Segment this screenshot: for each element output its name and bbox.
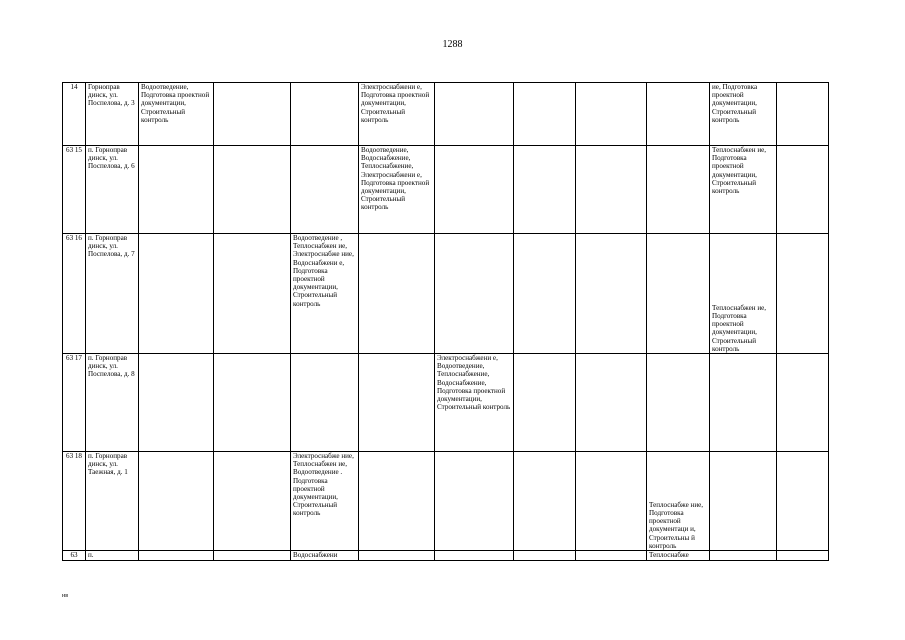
- row-number: 63 15: [63, 146, 86, 234]
- work-cell: [777, 551, 829, 561]
- work-cell: [435, 452, 514, 551]
- work-cell: Водоснабжени: [291, 551, 359, 561]
- work-cell: [435, 146, 514, 234]
- work-cell: [514, 83, 576, 146]
- work-cell: [647, 146, 710, 234]
- work-cell: [359, 234, 435, 354]
- work-cell: Теплоснабже ние, Подготовка проектной документаци и, Строительны й контроль: [647, 452, 710, 551]
- work-cell: [576, 354, 647, 452]
- table-row: [63, 234, 829, 354]
- row-number: 14: [63, 83, 86, 146]
- work-cell: ие, Подготовка проектной документации, Строительный контроль: [710, 83, 777, 146]
- work-cell: [139, 551, 214, 561]
- work-cell: [576, 83, 647, 146]
- work-cell: Электроснабжени е, Водоотведение, Теплоснабжение, Водоснабжение, Подготовка проектной документации, Строительный контроль: [435, 354, 514, 452]
- work-cell: [139, 146, 214, 234]
- work-cell: [214, 234, 291, 354]
- work-cell: [139, 452, 214, 551]
- address-cell: п. Горноправ динск, ул. Поспелова, д. 7: [86, 234, 139, 354]
- work-cell: Теплоснабжен ие, Подготовка проектной документации, Строительный контроль: [710, 146, 777, 234]
- work-cell: [214, 452, 291, 551]
- work-cell: Водоотведение, Водоснабжение, Теплоснабжение, Электроснабжени е, Подготовка проектной документации, Строительный контроль: [359, 146, 435, 234]
- work-cell: [514, 452, 576, 551]
- table-row: [63, 83, 829, 146]
- work-cell: Теплоснабжен ие, Подготовка проектной документации, Строительный контроль: [710, 234, 777, 354]
- work-cell: [514, 234, 576, 354]
- work-cell: [576, 234, 647, 354]
- row-number: 63 16: [63, 234, 86, 354]
- work-cell: Водоотведение , Теплоснабжен ие, Электроснабже ние, Водоснабжени е, Подготовка проектной документации, Строительный контроль: [291, 234, 359, 354]
- work-cell: [214, 354, 291, 452]
- footer-text: нв: [62, 593, 69, 599]
- works-table: [62, 82, 829, 561]
- table-row: [63, 354, 829, 452]
- work-cell: Теплоснабже: [647, 551, 710, 561]
- table-row: [63, 551, 829, 561]
- work-cell: [647, 354, 710, 452]
- work-cell: [359, 452, 435, 551]
- work-cell: [435, 83, 514, 146]
- address-cell: п. Горноправ динск, ул. Поспелова, д. 8: [86, 354, 139, 452]
- work-cell: [514, 354, 576, 452]
- work-cell: [576, 146, 647, 234]
- work-cell: [139, 354, 214, 452]
- work-cell: [647, 83, 710, 146]
- row-number: 63: [63, 551, 86, 561]
- work-cell: [576, 551, 647, 561]
- work-cell: [359, 354, 435, 452]
- work-cell: [777, 234, 829, 354]
- work-cell: Электроснабже ние, Теплоснабжен ие, Водоотведение . Подготовка проектной документации, Строительный контроль: [291, 452, 359, 551]
- row-number: 63 18: [63, 452, 86, 551]
- table-row: [63, 452, 829, 551]
- work-cell: [435, 234, 514, 354]
- work-cell: [514, 146, 576, 234]
- work-cell: [214, 146, 291, 234]
- work-cell: [214, 83, 291, 146]
- work-cell: [647, 234, 710, 354]
- work-cell: [710, 551, 777, 561]
- work-cell: [777, 146, 829, 234]
- address-cell: п.: [86, 551, 139, 561]
- work-cell: [291, 83, 359, 146]
- table-row: [63, 146, 829, 234]
- work-cell: [777, 83, 829, 146]
- work-cell: [291, 146, 359, 234]
- work-cell: [777, 354, 829, 452]
- work-cell: [777, 452, 829, 551]
- row-number: 63 17: [63, 354, 86, 452]
- work-cell: [214, 551, 291, 561]
- page-number: 1288: [442, 39, 463, 50]
- work-cell: Электроснабжени е, Подготовка проектной документации, Строительный контроль: [359, 83, 435, 146]
- work-cell: Водоотведение, Подготовка проектной документации, Строительный контроль: [139, 83, 214, 146]
- address-cell: п. Горноправ динск, ул. Поспелова, д. 6: [86, 146, 139, 234]
- work-cell: [710, 354, 777, 452]
- address-cell: п. Горноправ динск, ул. Таежная, д. 1: [86, 452, 139, 551]
- address-cell: Горноправ динск, ул. Поспелова, д. 3: [86, 83, 139, 146]
- work-cell: [576, 452, 647, 551]
- work-cell: [514, 551, 576, 561]
- work-cell: [291, 354, 359, 452]
- work-cell: [710, 452, 777, 551]
- work-cell: [435, 551, 514, 561]
- work-cell: [139, 234, 214, 354]
- work-cell: [359, 551, 435, 561]
